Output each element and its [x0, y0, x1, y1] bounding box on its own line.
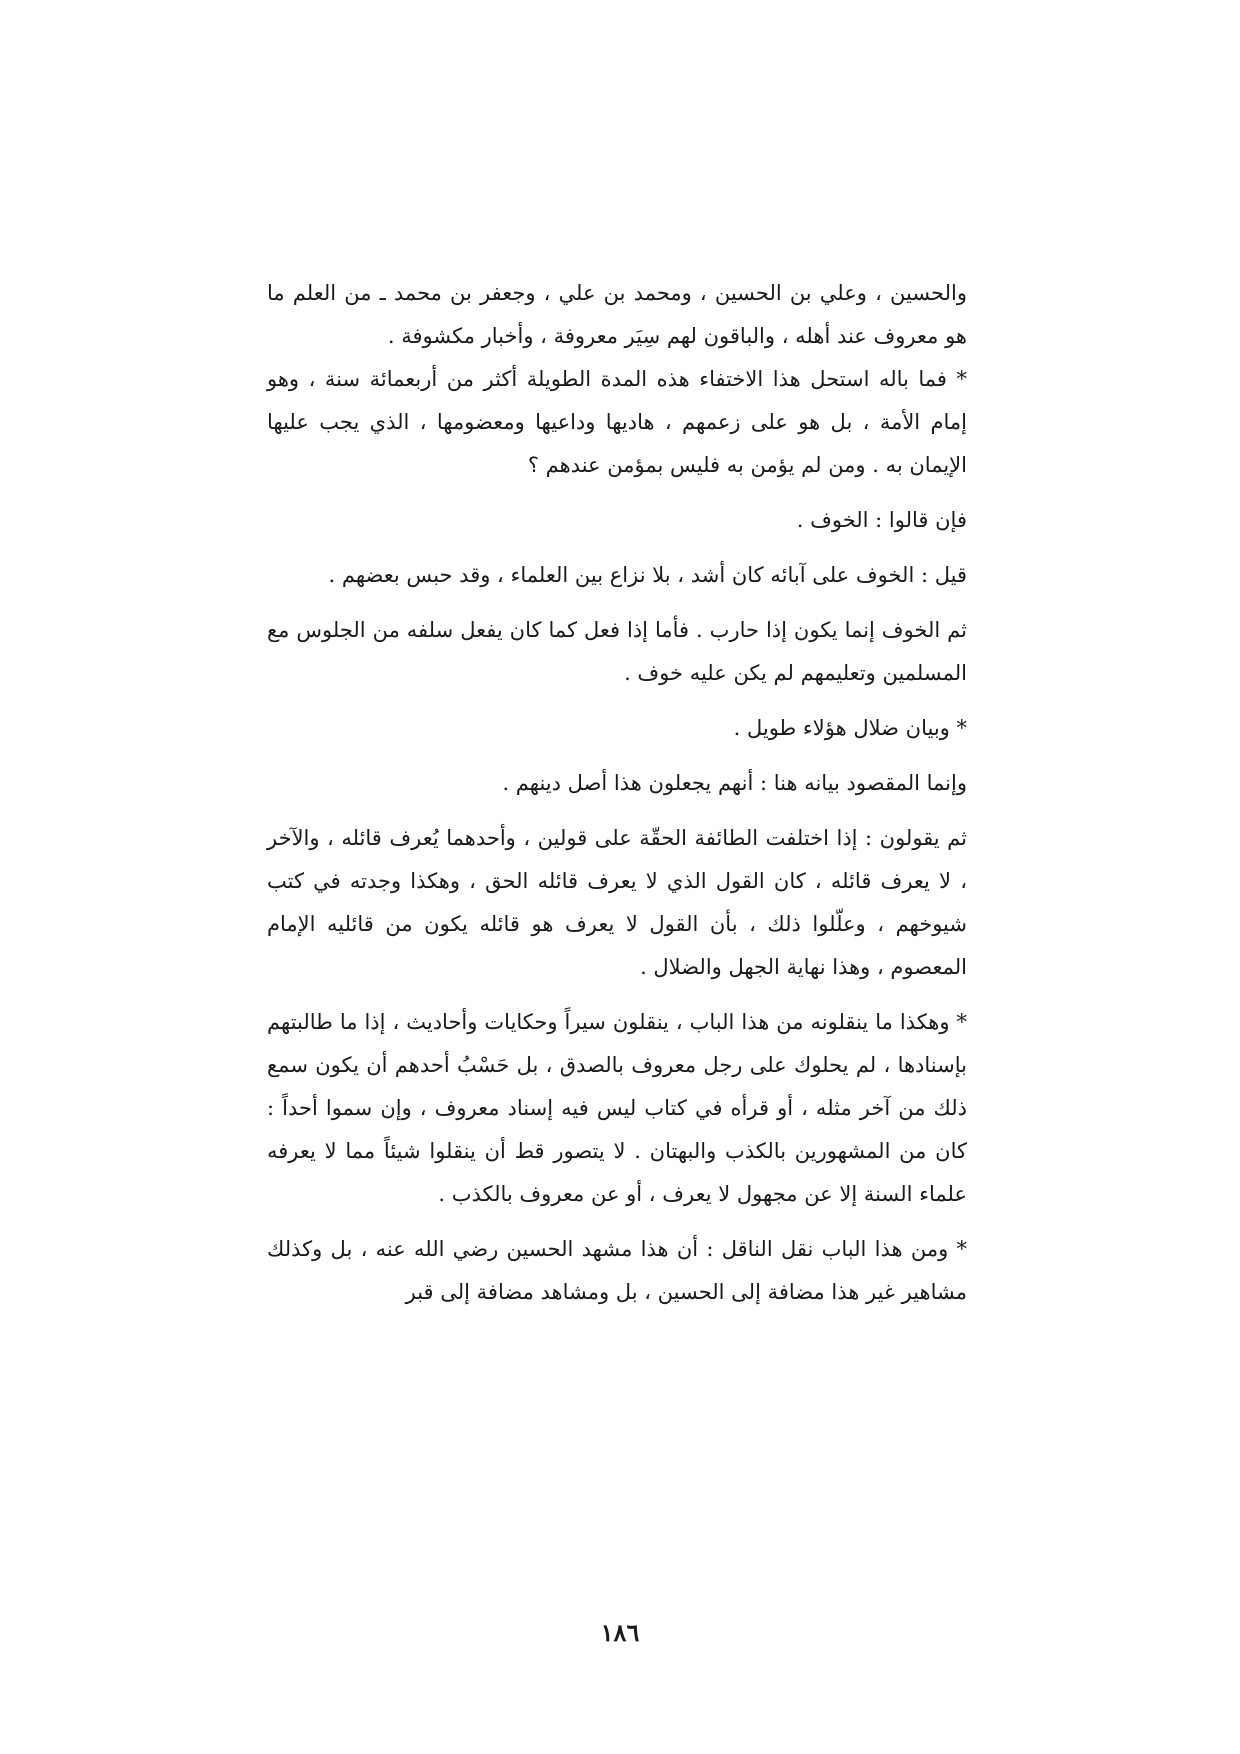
body-text [267, 272, 967, 1314]
paragraph-8: ثم يقولون : إذا اختلفت الطائفة الحقّة على قولين ، وأحدهما يُعرف قائله ، والآخر ، لا يعرف قائله ، كان القول الذي لا يعرف قائله الحق ، وهكذا وجدته في كتب شيوخهم ، وعلّلوا ذلك ، بأن القول لا يعرف هو قائله يكون من قائليه الإمام المعصوم ، وهذا نهاية الجهل والضلال . [267, 826, 967, 979]
paragraph-6: * وبيان ضلال هؤلاء طويل . [733, 716, 967, 740]
paragraph-3: فإن قالوا : الخوف . [796, 508, 967, 532]
paragraph-7: وإنما المقصود بيانه هنا : أنهم يجعلون هذا أصل دينهم . [502, 771, 967, 795]
paragraph-1: والحسين ، وعلي بن الحسين ، ومحمد بن علي ، وجعفر بن محمد ـ من العلم ما هو معروف عند أهله ، والباقون لهم سِيَر معروفة ، وأخبار مكشوفة . [267, 281, 967, 348]
page-number: ١٨٦ [600, 1618, 640, 1647]
paragraph-2: * فما باله استحل هذا الاختفاء هذه المدة الطويلة أكثر من أربعمائة سنة ، وهو إمام الأمة ، بل هو على زعمهم ، هاديها وداعيها ومعضومها ، الذي يجب عليها الإيمان به . ومن لم يؤمن به فليس بمؤمن عندهم ؟ [267, 367, 967, 477]
paragraph-10: * ومن هذا الباب نقل الناقل : أن هذا مشهد الحسين رضي الله عنه ، بل وكذلك مشاهير غير هذا مضافة إلى الحسين ، بل ومشاهد مضافة إلى قبر [267, 1237, 967, 1304]
paragraph-5: ثم الخوف إنما يكون إذا حارب . فأما إذا فعل كما كان يفعل سلفه من الجلوس مع المسلمين وتعليمهم لم يكن عليه خوف . [267, 618, 967, 685]
paragraph-9: * وهكذا ما ينقلونه من هذا الباب ، ينقلون سيراً وحكايات وأحاديث ، إذا ما طالبتهم بإسنادها ، لم يحلوك على رجل معروف بالصدق ، بل حَسْبُ أحدهم أن يكون سمع ذلك من آخر مثله ، أو قرأه في كتاب ليس فيه إسناد معروف ، وإن سموا أحداً : كان من المشهورين بالكذب والبهتان . لا يتصور قط أن ينقلوا شيئاً مما لا يعرفه علماء السنة إلا عن مجهول لا يعرف ، أو عن معروف بالكذب . [267, 1010, 967, 1206]
paragraph-4: قيل : الخوف على آبائه كان أشد ، بلا نزاع بين العلماء ، وقد حبس بعضهم . [328, 563, 967, 587]
